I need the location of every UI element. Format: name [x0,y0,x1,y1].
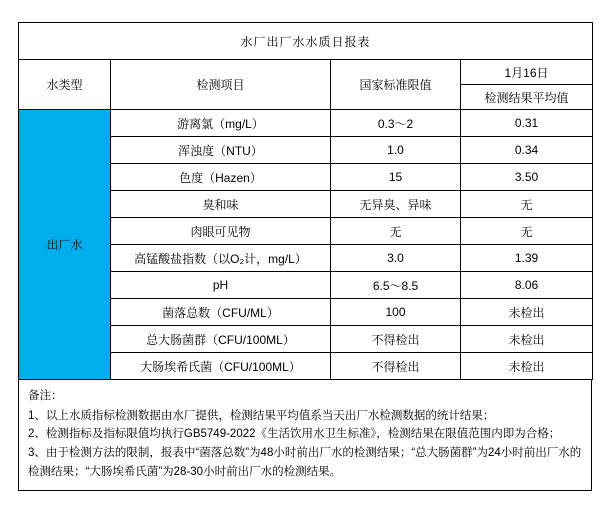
row-item: 游离氯（mg/L） [111,110,331,137]
row-standard: 3.0 [331,245,461,272]
page-title: 水厂出厂水水质日报表 [19,23,593,60]
row-item: pH [111,272,331,299]
row-item: 浑浊度（NTU） [111,137,331,164]
header-standard: 国家标准限值 [331,60,461,110]
table-row [19,110,593,137]
row-result: 0.34 [461,137,593,164]
row-item: 肉眼可见物 [111,218,331,245]
row-result: 无 [461,191,593,218]
row-standard: 无 [331,218,461,245]
notes-label: 备注： [28,390,63,402]
row-item: 菌落总数（CFU/ML） [111,299,331,326]
header-result: 检测结果平均值 [461,85,593,110]
title-row [19,23,593,60]
category-label: 出厂水 [19,110,111,380]
notes-section [18,380,592,491]
water-quality-table [18,22,593,380]
row-standard: 15 [331,164,461,191]
row-standard: 0.3～2 [331,110,461,137]
note-line-3: 3、由于检测方法的限制，报表中“菌落总数”为48小时前出厂水的检测结果；“总大肠菌群”为24小时前出厂水的检测结果；“大肠埃希氏菌”为28-30小时前出厂水的检测结果。 [28,446,582,478]
row-result: 未检出 [461,353,593,380]
row-item: 大肠埃希氏菌（CFU/100ML） [111,353,331,380]
row-standard: 不得检出 [331,353,461,380]
row-standard: 不得检出 [331,326,461,353]
row-result: 未检出 [461,326,593,353]
row-item: 臭和味 [111,191,331,218]
row-standard: 1.0 [331,137,461,164]
header-row-top [19,60,593,85]
row-result: 未检出 [461,299,593,326]
note-line-1: 1、以上水质指标检测数据由水厂提供，检测结果平均值系当天出厂水检测数据的统计结果； [28,409,495,422]
row-item: 高锰酸盐指数（以O₂计，mg/L） [111,245,331,272]
header-category: 水类型 [19,60,111,110]
header-date: 1月16日 [461,60,593,85]
row-result: 1.39 [461,245,593,272]
row-result: 0.31 [461,110,593,137]
row-result: 3.50 [461,164,593,191]
row-standard: 无异臭、异味 [331,191,461,218]
row-standard: 100 [331,299,461,326]
row-item: 色度（Hazen） [111,164,331,191]
row-result: 无 [461,218,593,245]
note-line-2: 2、检测指标及指标限值均执行GB5749-2022《生活饮用水卫生标准》，检测结果在限值范围内即为合格； [28,428,561,441]
row-result: 8.06 [461,272,593,299]
row-standard: 6.5～8.5 [331,272,461,299]
header-item: 检测项目 [111,60,331,110]
row-item: 总大肠菌群（CFU/100ML） [111,326,331,353]
